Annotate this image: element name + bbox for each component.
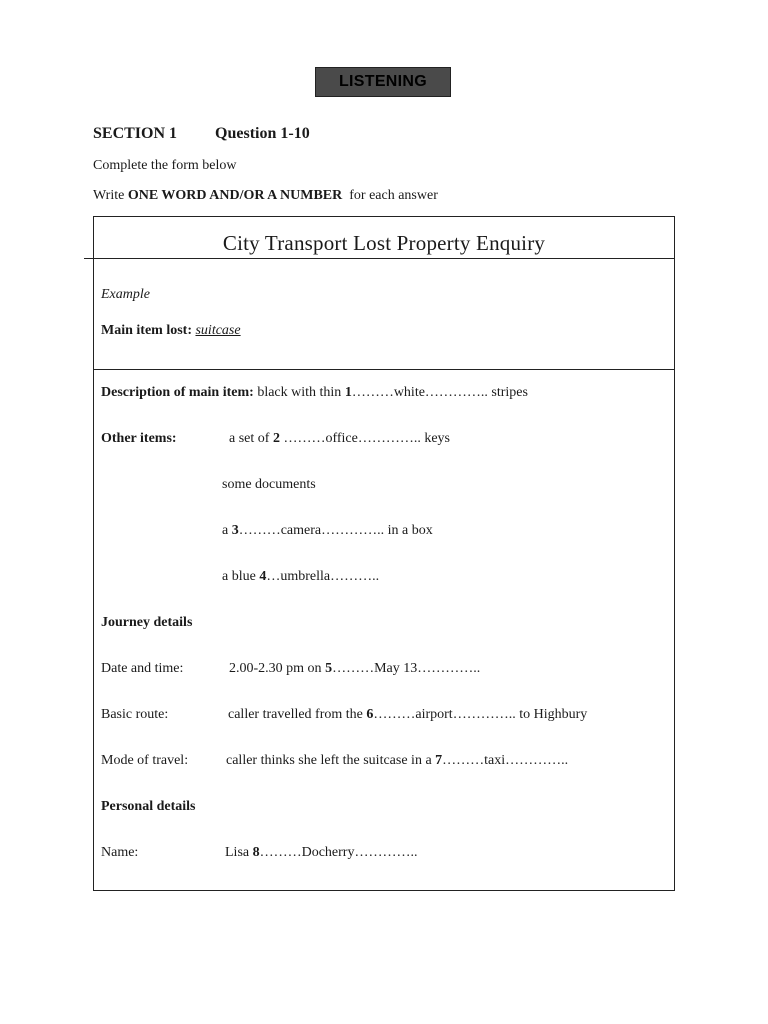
q6-post: to Highbury [515, 707, 588, 722]
q8-pre: Lisa [225, 845, 253, 860]
q7-number: 7 [435, 753, 443, 768]
q2-pre: a set of [229, 431, 273, 446]
example-divider [94, 369, 674, 370]
q7-answer: ………taxi………….. [442, 753, 569, 768]
question-2-row [101, 431, 450, 447]
banner-label: LISTENING [338, 73, 428, 90]
question-8-row [101, 845, 417, 861]
q4-pre: a blue [222, 569, 260, 584]
q6-answer: ………airport………….. [373, 707, 516, 722]
q8-answer: ………Docherry………….. [259, 845, 418, 860]
q5-answer: ………May 13………….. [332, 661, 481, 676]
q1-pre: black with thin [253, 385, 345, 400]
q8-number: 8 [252, 845, 260, 860]
question-3-row [222, 523, 433, 539]
instruction-post: for each answer [342, 188, 438, 203]
instruction-complete: Complete the form below [93, 158, 237, 173]
question-5-row [101, 661, 480, 677]
q3-pre: a [222, 523, 232, 538]
title-border-tick [674, 231, 675, 259]
q6-label: Basic route: [101, 707, 169, 722]
q7-pre: caller thinks she left the suitcase in a [226, 753, 436, 768]
q1-post: stripes [487, 385, 528, 400]
q8-label: Name: [101, 845, 139, 860]
q3-post: in a box [384, 523, 433, 538]
q7-label: Mode of travel: [101, 753, 189, 768]
q2-answer: ………office………….. [279, 431, 421, 446]
q1-number: 1 [344, 385, 352, 400]
q2-number: 2 [272, 431, 280, 446]
q2-label: Other items: [101, 431, 177, 446]
main-item-answer: suitcase [195, 323, 241, 338]
questions-label: Question 1-10 [215, 125, 310, 142]
q5-pre: 2.00-2.30 pm on [229, 661, 326, 676]
section-heading [93, 125, 310, 143]
personal-heading [101, 799, 196, 815]
listening-banner [315, 67, 451, 97]
q6-number: 6 [366, 707, 374, 722]
q3-number: 3 [231, 523, 239, 538]
example-label: Example [101, 287, 150, 302]
q4-number: 4 [259, 569, 267, 584]
q5-label: Date and time: [101, 661, 184, 676]
q4-answer: …umbrella……….. [266, 569, 380, 584]
q2-post: keys [420, 431, 450, 446]
q1-answer: ………white………….. [351, 385, 488, 400]
instruction-bold: ONE WORD AND/OR A NUMBER [127, 188, 343, 203]
section-label: SECTION 1 [93, 125, 178, 142]
title-divider [84, 258, 675, 259]
main-item-row [101, 323, 241, 339]
q6-pre: caller travelled from the [228, 707, 367, 722]
q1-label: Description of main item: [101, 385, 254, 400]
question-7-row [101, 753, 568, 769]
journey-heading-text: Journey details [101, 615, 193, 630]
question-4-row [222, 569, 379, 585]
form-title: City Transport Lost Property Enquiry [222, 231, 546, 255]
journey-heading [101, 615, 192, 631]
q5-number: 5 [325, 661, 333, 676]
question-6-row [101, 707, 587, 723]
documents-row: some documents [222, 477, 316, 492]
personal-heading-text: Personal details [101, 799, 196, 814]
instruction-word-limit [93, 188, 438, 204]
enquiry-form [93, 216, 675, 891]
question-1-row [101, 385, 528, 401]
instruction-pre: Write [93, 188, 128, 203]
main-item-label: Main item lost: [101, 323, 192, 338]
q3-answer: ………camera………….. [238, 523, 385, 538]
